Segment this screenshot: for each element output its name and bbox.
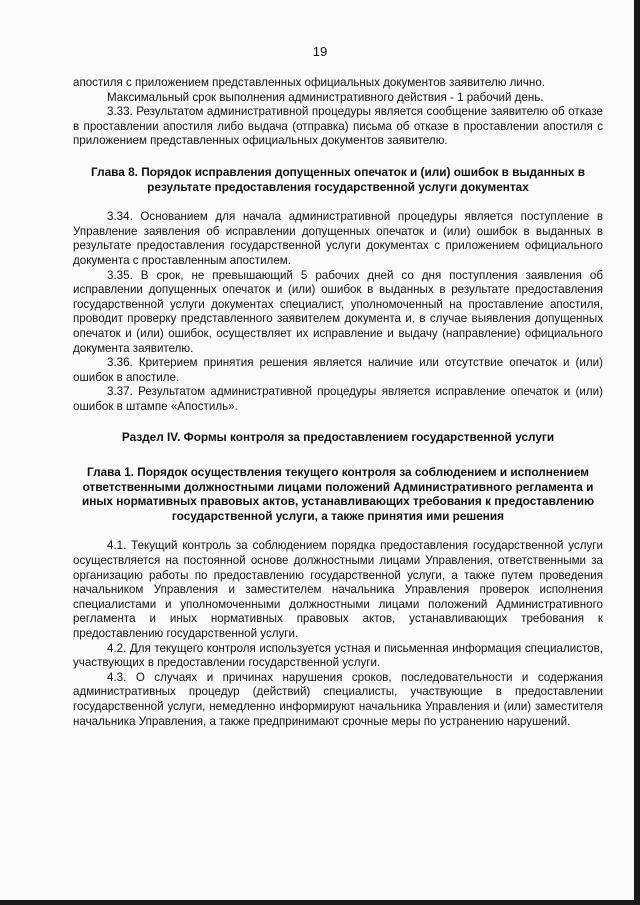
paragraph-3-33: 3.33. Результатом административной процедуры является сообщение заявителю об отказе в проставлении апостиля либо выдача (отправка) письма об отказе в проставлении апостиля с приложением представленных официальных документов заявителю. [73, 105, 603, 148]
paragraph-3-37: 3.37. Результатом административной процедуры является исправление опечаток и (или) ошибок в штампе «Апостиль». [73, 385, 603, 413]
paragraph-3-36: 3.36. Критерием принятия решения является наличие или отсутствие опечаток и (или) ошибок в апостиле. [73, 356, 603, 384]
paragraph-3-35: 3.35. В срок, не превышающий 5 рабочих дней со дня поступления заявления об исправлении допущенных опечаток и (или) ошибок в выданных в результате предоставления государственной услуги документах специалист, уполномоченный на проставление апостиля, проводит проверку представленного заявителем документа и, в случае выявления допущенных опечаток и (или) ошибок, осуществляет их исправление и выдачу (направление) официального документа заявителю. [73, 268, 603, 355]
paragraph-4-2: 4.2. Для текущего контроля используется устная и письменная информация специалистов, участвующих в предоставлении государственной услуги. [73, 641, 603, 670]
paragraph-continuation: апостиля с приложением представленных официальных документов заявителю лично. [73, 76, 545, 89]
paragraph-4-3: 4.3. О случаях и причинах нарушения сроков, последовательности и содержания административных процедур (действий) специалисты, участвующие в предоставлении государственной услуги, немедленно информируют начальника Управления и (или) заместителя начальника Управления, а также предпринимают срочные меры по устранению нарушений. [73, 670, 603, 728]
paragraph-3-34: 3.34. Основанием для начала административной процедуры является поступление в Управление заявления об исправлении допущенных опечаток и (или) ошибок в выданных в результате предоставления государственной услуги документах с приложением официального документа с проставленным апостилем. [73, 210, 603, 267]
section-4-heading: Раздел IV. Формы контроля за предоставлением государственной услуги [121, 430, 555, 445]
scan-edge-right [634, 0, 640, 905]
scan-edge-bottom [0, 900, 640, 905]
chapter-8-heading: Глава 8. Порядок исправления допущенных опечаток и (или) ошибок в выданных в результате предоставления государственной услуги документах [91, 164, 585, 194]
page-number: 19 [312, 44, 328, 59]
chapter-1-heading: Глава 1. Порядок осуществления текущего контроля за соблюдением и исполнением ответственными должностными лицами положений Административного регламента и иных нормативных правовых актов, устанавливающих требования к предоставлению государственной услуги, а также принятия ими решения [81, 465, 595, 523]
paragraph-max-term: Максимальный срок выполнения административного действия - 1 рабочий день. [107, 90, 544, 104]
page-body [73, 76, 603, 729]
paragraph-4-1: 4.1. Текущий контроль за соблюдением порядка предоставления государственной услуги осуществляется на постоянной основе должностными лицами Управления, ответственными за организацию работы по предоставлению государственной услуги, а также путем проведения начальником Управления и заместителем начальника Управления проверок исполнения специалистами и уполномоченными должностными лицами положений Административного регламента и иных нормативных правовых актов, устанавливающих требования к предоставлению государственной услуги. [73, 539, 603, 640]
